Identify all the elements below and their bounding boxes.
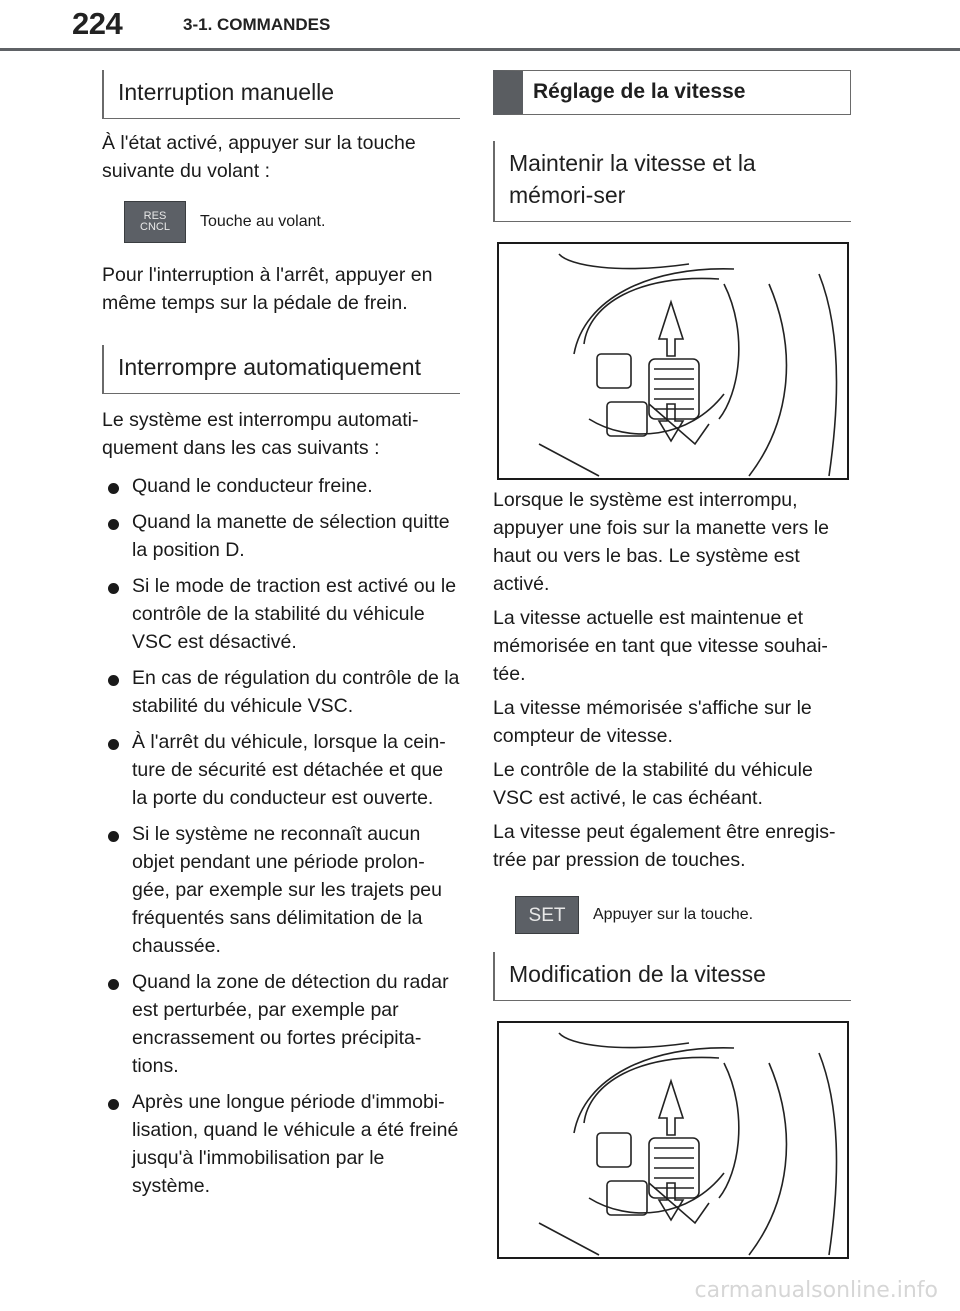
page-header xyxy=(0,0,960,52)
paragraph: Le système est interrompu automati-quement dans les cas suivants : xyxy=(102,409,419,459)
paragraph: La vitesse actuelle est maintenue et mémorisée en tant que vitesse souhai-tée. xyxy=(493,607,828,685)
section-heading-interrompre-automatiquement: Interrompre automatiquement xyxy=(102,345,460,394)
key-row-res-cncl xyxy=(124,201,460,243)
paragraph: Le contrôle de la stabilité du véhicule VSC est activé, le cas échéant. xyxy=(493,759,813,809)
set-key-icon: SET xyxy=(515,896,579,934)
paragraph: Pour l'interruption à l'arrêt, appuyer en même temps sur la pédale de frein. xyxy=(102,264,433,314)
key-description: Touche au volant. xyxy=(200,213,326,230)
section-heading-maintenir-vitesse: Maintenir la vitesse et la mémori-ser xyxy=(493,141,851,222)
left-column xyxy=(102,70,460,1208)
steering-wheel-figure-2 xyxy=(497,1021,849,1259)
res-cncl-key-icon: RES CNCL xyxy=(124,201,186,243)
section-heading-reglage-vitesse: Réglage de la vitesse xyxy=(493,70,851,115)
right-column xyxy=(493,70,851,1259)
section-heading-interruption-manuelle: Interruption manuelle xyxy=(102,70,460,119)
chapter-title: 3-1. COMMANDES xyxy=(183,15,331,34)
bullet-list xyxy=(102,472,460,1200)
list-item: Si le système ne reconnaît aucun objet pendant une période prolon-gée, par exemple sur les trajets peu fréquentés sans délimitation de la chaussée. xyxy=(102,820,460,960)
header-divider xyxy=(0,48,960,51)
list-item: Après une longue période d'immobi-lisation, quand le véhicule a été freiné jusqu'à l'immobilisation par le système. xyxy=(102,1088,460,1200)
paragraph: La vitesse peut également être enregis-trée par pression de touches. xyxy=(493,821,836,871)
paragraph: À l'état activé, appuyer sur la touche suivante du volant : xyxy=(102,132,416,182)
watermark: carmanualsonline.info xyxy=(694,1278,938,1303)
key-row-set xyxy=(515,896,851,934)
steering-wheel-figure-1 xyxy=(497,242,849,480)
steering-wheel-lever-illustration xyxy=(499,244,847,478)
key-description: Appuyer sur la touche. xyxy=(593,906,754,923)
paragraph: Lorsque le système est interrompu, appuyer une fois sur la manette vers le haut ou vers le bas. Le système est activé. xyxy=(493,489,830,595)
paragraph: La vitesse mémorisée s'affiche sur le compteur de vitesse. xyxy=(493,697,812,747)
list-item: Quand le conducteur freine. xyxy=(102,472,460,500)
list-item: Quand la zone de détection du radar est perturbée, par exemple par encrassement ou fortes précipita-tions. xyxy=(102,968,460,1080)
page-number: 224 xyxy=(72,6,123,41)
steering-wheel-lever-illustration xyxy=(499,1023,847,1257)
list-item: Quand la manette de sélection quitte la position D. xyxy=(102,508,460,564)
section-heading-modification-vitesse: Modification de la vitesse xyxy=(493,952,851,1001)
list-item: En cas de régulation du contrôle de la stabilité du véhicule VSC. xyxy=(102,664,460,720)
list-item: À l'arrêt du véhicule, lorsque la cein-ture de sécurité est détachée et que la porte du conducteur est ouverte. xyxy=(102,728,460,812)
list-item: Si le mode de traction est activé ou le contrôle de la stabilité du véhicule VSC est désactivé. xyxy=(102,572,460,656)
